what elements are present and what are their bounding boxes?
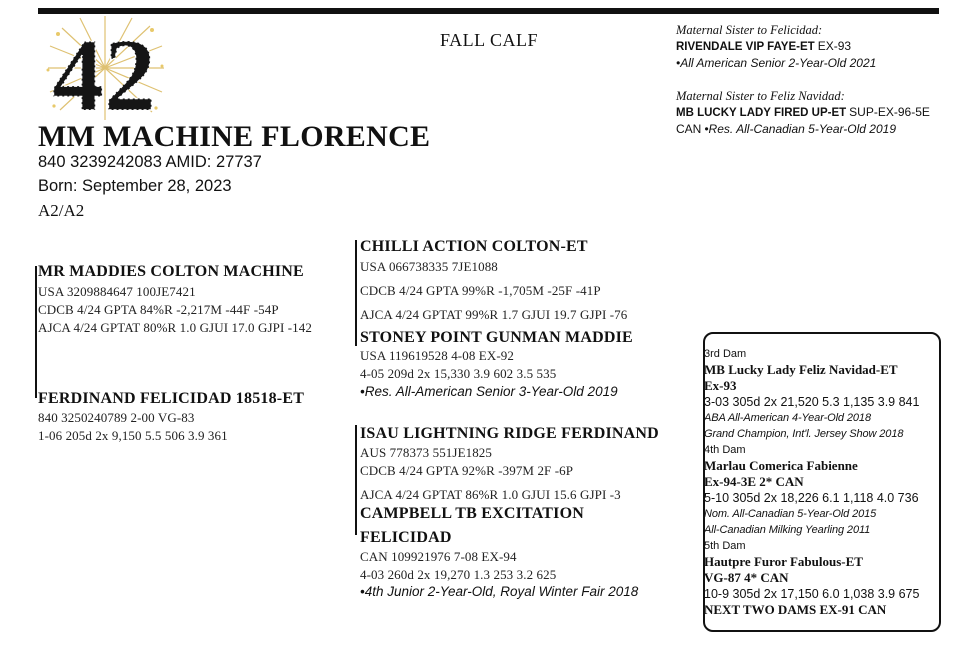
sire-dam-name: STONEY POINT GUNMAN MADDIE <box>360 329 633 346</box>
fifth-dam-name: Hautpre Furor Fabulous-ET <box>704 554 863 569</box>
third-dam-achievement: ABA All-American 4-Year-Old 2018 <box>704 412 871 424</box>
maternal-sister-country: CAN <box>676 122 702 136</box>
sire-info-1: USA 3209884647 100JE7421 <box>38 284 196 299</box>
dam-dam-achievement: •4th Junior 2-Year-Old, Royal Winter Fair 2018 <box>360 584 639 599</box>
fireworks-icon <box>40 14 170 122</box>
sire-name: MR MADDIES COLTON MACHINE <box>38 263 304 280</box>
animal-name: MM MACHINE FLORENCE <box>38 120 431 153</box>
animal-birthdate: Born: September 28, 2023 <box>38 177 232 195</box>
third-dam-score: Ex-93 <box>704 378 737 393</box>
third-dam-record: 3-03 305d 2x 21,520 5.3 1,135 3.9 841 <box>704 395 920 409</box>
dam-dam-name-line1: CAMPBELL TB EXCITATION <box>360 505 585 522</box>
fifth-dam-record: 10-9 305d 2x 17,150 6.0 1,038 3.9 675 <box>704 587 920 601</box>
maternal-sister-label: Maternal Sister to Feliz Navidad: <box>676 89 845 103</box>
animal-genotype: A2/A2 <box>38 201 85 220</box>
maternal-sister-score: EX-93 <box>817 39 852 53</box>
dam-info-2: 1-06 205d 2x 9,150 5.5 506 3.9 361 <box>38 428 228 443</box>
lot-number: 42 <box>52 18 156 122</box>
third-dam-name: MB Lucky Lady Feliz Navidad-ET <box>704 362 898 377</box>
sire-dam-info-2: 4-05 209d 2x 15,330 3.9 602 3.5 535 <box>360 366 557 381</box>
pedigree-line-sire-dam <box>35 266 37 398</box>
fourth-dam-achievement: All-Canadian Milking Yearling 2011 <box>704 524 871 536</box>
top-rule <box>38 8 939 14</box>
third-dam-achievement: Grand Champion, Int'l. Jersey Show 2018 <box>704 428 904 440</box>
maternal-sister-1 <box>676 22 876 71</box>
sire-dam-info-1: USA 119619528 4-08 EX-92 <box>360 348 514 363</box>
maternal-sister-label: Maternal Sister to Felicidad: <box>676 23 823 37</box>
fourth-dam-achievement: Nom. All-Canadian 5-Year-Old 2015 <box>704 508 877 520</box>
dam-dam-name-line2: FELICIDAD <box>360 529 452 546</box>
maternal-sister-2 <box>676 88 930 137</box>
fifth-dam-score: VG-87 4* CAN <box>704 570 789 585</box>
maternal-sister-name: MB LUCKY LADY FIRED UP-ET <box>676 107 847 119</box>
dam-dam-info-2: 4-03 260d 2x 19,270 1.3 253 3.2 625 <box>360 567 557 582</box>
sire-info-2: CDCB 4/24 GPTA 84%R -2,217M -44F -54P <box>38 302 279 317</box>
fourth-dam-name: Marlau Comerica Fabienne <box>704 458 858 473</box>
dam-dam-info-1: CAN 109921976 7-08 EX-94 <box>360 549 517 564</box>
fourth-dam-label: 4th Dam <box>704 444 746 456</box>
sire-sire-info-3: AJCA 4/24 GPTAT 99%R 1.7 GJUI 19.7 GJPI -76 <box>360 307 628 322</box>
sire-sire-info-2: CDCB 4/24 GPTA 99%R -1,705M -25F -41P <box>360 283 601 298</box>
sire-sire-info-1: USA 066738335 7JE1088 <box>360 259 498 274</box>
maternal-sister-score: SUP-EX-96-5E <box>849 105 930 119</box>
fourth-dam-record: 5-10 305d 2x 18,226 6.1 1,118 4.0 736 <box>704 491 919 505</box>
sire-info-3: AJCA 4/24 GPTAT 80%R 1.0 GJUI 17.0 GJPI -142 <box>38 320 312 335</box>
dam-sire-info-1: AUS 778373 551JE1825 <box>360 445 493 460</box>
third-dam-label: 3rd Dam <box>704 348 747 360</box>
dam-sire-info-3: AJCA 4/24 GPTAT 86%R 1.0 GJUI 15.6 GJPI -3 <box>360 487 621 502</box>
dam-name: FERDINAND FELICIDAD 18518-ET <box>38 390 305 407</box>
dam-sire-info-2: CDCB 4/24 GPTA 92%R -397M 2F -6P <box>360 463 574 478</box>
pedigree-line-sire <box>355 240 357 346</box>
dam-sire-name: ISAU LIGHTNING RIDGE FERDINAND <box>360 425 659 442</box>
dams-box-content <box>704 346 919 618</box>
next-dams-note: NEXT TWO DAMS EX-91 CAN <box>704 602 887 617</box>
maternal-sister-achievement: •Res. All-Canadian 5-Year-Old 2019 <box>704 122 896 136</box>
sire-dam-achievement: •Res. All-American Senior 3-Year-Old 2019 <box>360 384 618 399</box>
fourth-dam-score: Ex-94-3E 2* CAN <box>704 474 804 489</box>
animal-ids: 840 3239242083 AMID: 27737 <box>38 153 262 171</box>
maternal-sister-name: RIVENDALE VIP FAYE-ET <box>676 41 815 53</box>
fifth-dam-label: 5th Dam <box>704 540 746 552</box>
pedigree-line-dam <box>355 425 357 535</box>
maternal-sister-achievement: •All American Senior 2-Year-Old 2021 <box>676 56 877 70</box>
sire-sire-name: CHILLI ACTION COLTON-ET <box>360 238 588 255</box>
category-label: FALL CALF <box>440 30 539 50</box>
lot-number-logo <box>40 14 170 122</box>
dam-info-1: 840 3250240789 2-00 VG-83 <box>38 410 195 425</box>
